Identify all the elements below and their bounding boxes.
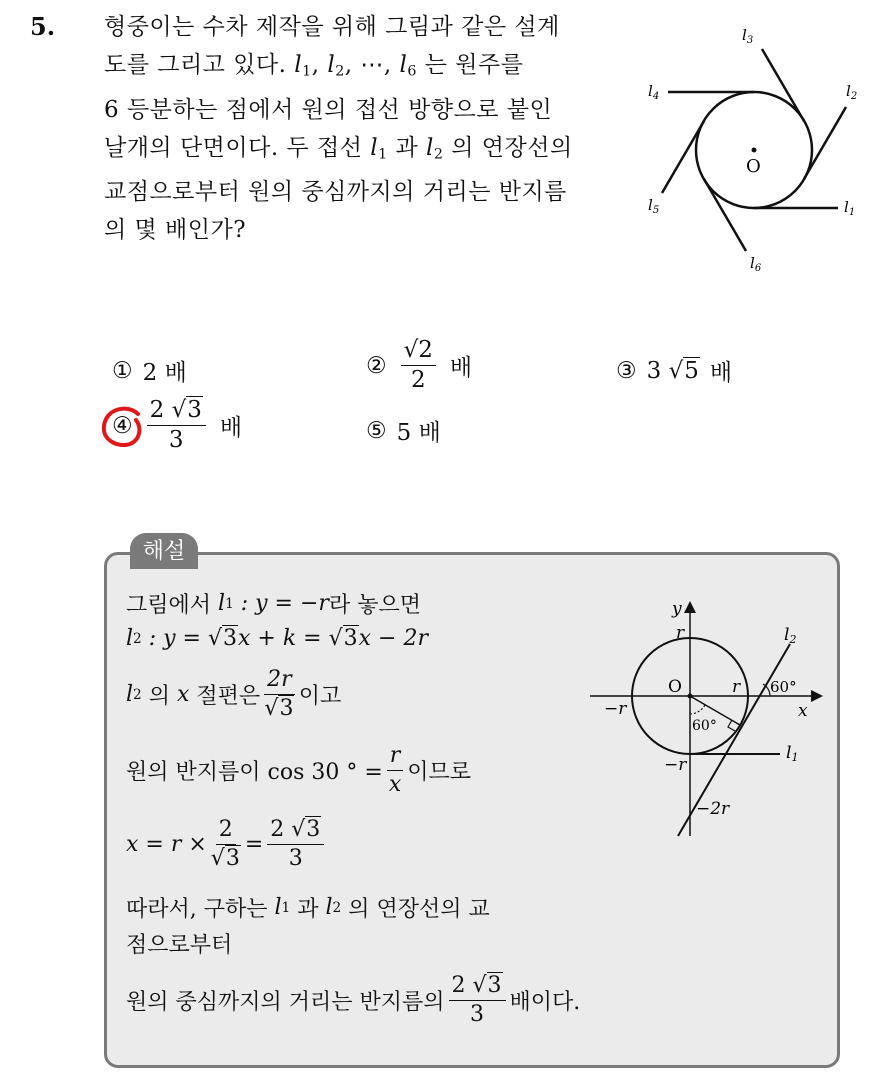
blade-l6 [704, 179, 746, 251]
fraction: $\frac{2 √3}{3}$ [147, 398, 206, 454]
solution-tab: 해설 [130, 533, 198, 569]
question-number: 5. [30, 12, 56, 41]
question-line: 도를 그리고 있다. $l_1$, $l_2$, ⋯, $l_6$ 는 원주를 [104, 52, 524, 80]
solution-line-2: l 2 : y = √3 x + k = √3 x − 2r [126, 626, 428, 651]
choice-unit: 배 [709, 360, 733, 386]
center-label: O [746, 156, 761, 177]
angle-label-inner: 60° [692, 718, 717, 734]
solution-line-4: 원의 반지름이 cos 30 ° = $\frac{r}{x}$ 이므로 [126, 743, 472, 798]
solution-line-3: l 2 의 x 절편은 $\frac{2r}{√3}$ 이고 [126, 667, 342, 722]
minus-2r-label: −2r [696, 799, 730, 819]
question-line: 교점으로부터 원의 중심까지의 거리는 반지름 [104, 179, 567, 206]
solution-diagram [584, 596, 834, 846]
choice-mark: ② [366, 352, 387, 379]
choice-value: 3 √5 [646, 357, 699, 384]
blade-l5 [662, 121, 704, 193]
r-bottom-label: −r [664, 755, 687, 775]
label-l6: $l_6$ [750, 254, 762, 272]
choice-text: 5 배 [396, 420, 441, 446]
center-dot [752, 148, 757, 153]
question-line: 형중이는 수차 제작을 위해 그림과 같은 설계 [104, 14, 560, 40]
choice-unit: 배 [449, 355, 473, 382]
axis-y-label: y [672, 599, 682, 619]
question-text [104, 8, 614, 249]
blade-l2 [804, 107, 846, 179]
waterwheel-diagram [630, 10, 870, 272]
choice-mark: ④ [112, 412, 133, 439]
line-l2 [678, 644, 790, 836]
answer-mark-icon [100, 404, 144, 448]
label-l1: $l_1$ [844, 198, 856, 218]
label-l2: $l_2$ [846, 82, 858, 102]
choice-2[interactable] [366, 338, 472, 394]
fraction: $\frac{√2}{2}$ [401, 338, 436, 394]
solution-line-8: 원의 중심까지의 거리는 반지름의 $\frac{2 √3}{3}$ 배이다. [126, 973, 581, 1028]
solution-line-1: 그림에서 l 1 : y = −r 라 놓으면 [126, 591, 421, 618]
label-l3: $l_3$ [742, 26, 754, 46]
choice-unit: 배 [219, 415, 243, 442]
angle-arc-inner [690, 705, 705, 714]
axis-x-label: x [798, 701, 808, 721]
r-top-label: r [676, 623, 685, 643]
blade-l3 [762, 49, 804, 121]
label-l5: $l_5$ [648, 196, 660, 216]
choice-text: 2 배 [142, 360, 187, 386]
r-left-label: −r [604, 699, 627, 719]
angle-label-outer: 60° [770, 678, 797, 696]
solution-line-6: 따라서, 구하는 l 1 과 l 2 의 연장선의 교 [126, 895, 490, 922]
r-right-label: r [732, 677, 741, 697]
origin-label: O [668, 677, 682, 697]
origin-dot [688, 694, 693, 699]
solution-line-7: 점으로부터 [126, 933, 233, 958]
l2-label: l2 [784, 625, 797, 646]
l1-label: l1 [786, 743, 799, 764]
choice-3[interactable] [616, 354, 732, 387]
choice-mark: ① [112, 357, 133, 384]
choice-mark: ⑤ [366, 417, 387, 444]
choice-1[interactable] [112, 354, 187, 387]
choice-mark: ③ [616, 357, 637, 384]
question-line: 6 등분하는 점에서 원의 접선 방향으로 붙인 [104, 96, 553, 123]
question-line: 날개의 단면이다. 두 접선 $l_1$ 과 $l_2$ 의 연장선의 [104, 134, 573, 163]
question-line: 의 몇 배인가? [104, 217, 247, 244]
choice-5[interactable] [366, 414, 441, 447]
label-l4: $l_4$ [648, 82, 660, 102]
solution-line-5: x = r × $\frac{2}{√3}$ = $\frac{2 √3}{3}$ [126, 818, 328, 871]
